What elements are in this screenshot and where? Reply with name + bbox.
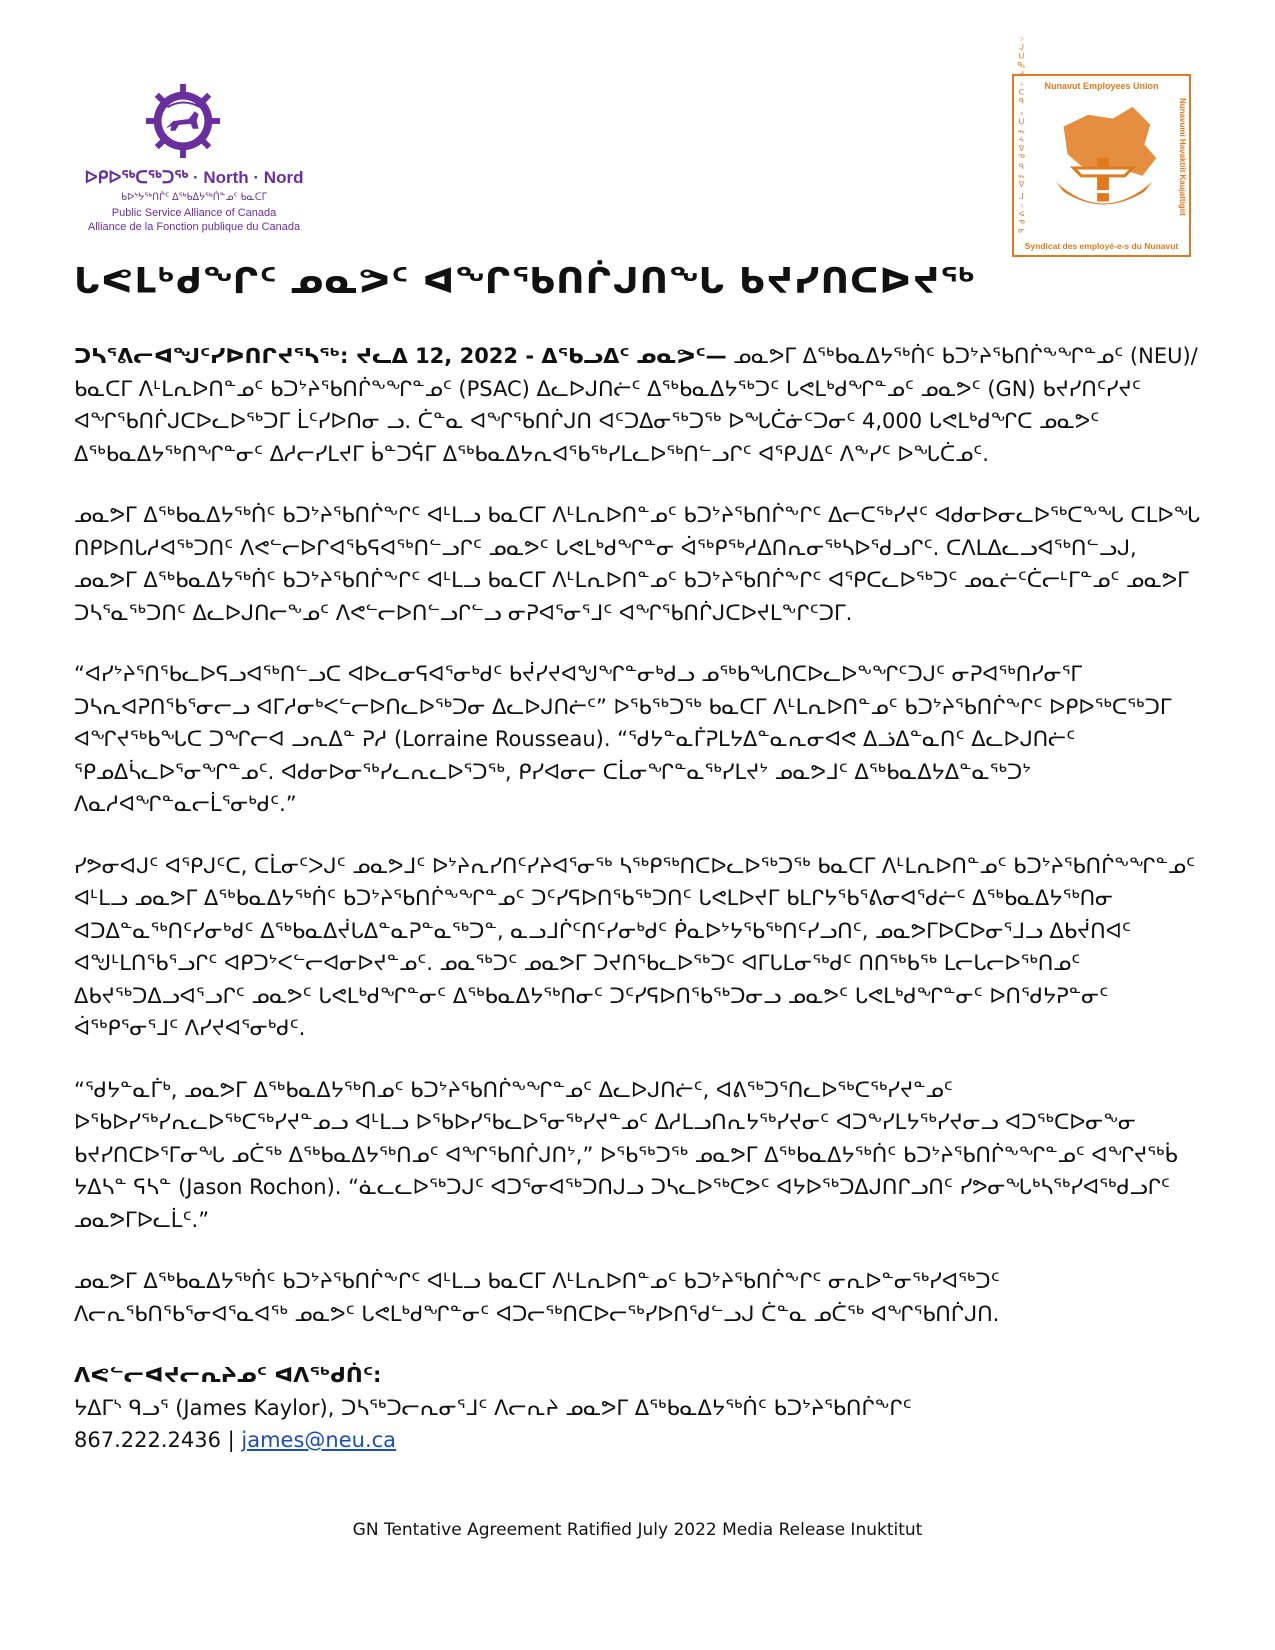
paragraph-2: ᓄᓇᕗᒥ ᐃᖅᑲᓇᐃᔭᖅᑏᑦ ᑲᑐᔾᔨᖃᑎᒌᖕᒋᑦ ᐊᒻᒪᓗ ᑲᓇᑕᒥ ᐱᒻᒪᕆᐅᑎᓐᓄᑦ ᑲᑐᔾᔨᖃᑎᒌᖕᒋᑦ ᐃᓕᑕᖅᓯᔪᑦ ᐊᑯᓂᐅᓂᓚᐅᖅᑕᖕᖓ ᑕᒪᐅᖓ ᑎᑭᐅᑎᒐᓱᐊᖅᑐᑎᑦ ᐱᕙᓪᓕᐅᒋᐊᖃᕋᐊᖅᑎᓪᓗᒋᑦ ᓄᓇᕗᑦ ᒐᕙᒪᒃᑯᖏᓐᓂ ᐋᖅᑭᖅᓱᐃᑎᕆᓂᖅᓴᐅᕐᑯᓗᒋᑦ. ᑕᐱᒪᐃᓚᓗᐊᖅᑎᓪᓗᒍ, ᓄᓇᕗᒥ ᐃᖅᑲᓇᐃᔭᖅᑏᑦ ᑲᑐᔾᔨᖃᑎᒌᖕᒋᑦ ᐊᒻᒪᓗ ᑲᓇᑕᒥ ᐱᒻᒪᕆᐅᑎᓐᓄᑦ ᑲᑐᔾᔨᖃᑎᒌᖕᒋᑦ ᐊᕿᑕᓚᐅᖅᑐᑦ ᓄᓇᓖᑦᑖᓕᒻᒥᓐᓄᑦ ᓄᓇᕗᒥ ᑐᓴᕐᓇᖅᑐᑎᑦ ᐃᓚᐅᒍᑎᓕᖕᓄᑦ ᐱᕙᓪᓕᐅᑎᓪᓗᒋᓪᓗ ᓂᕈᐊᕐᓂᕐᒧᑦ ᐊᖏᖃᑎᒌᒍᑕᐅᔪᒪᖕᒋᑦᑐᒥ.: [74, 503, 1201, 625]
psac-french-name: Alliance de la Fonction publique du Canada: [87, 221, 301, 233]
psac-north-logo: [84, 82, 304, 240]
dateline: ᑐᓴᕐᕕᓕᐊᖑᑦᓯᐅᑎᒋᔪᕐᓴᖅ: ᔪᓚᐃ 12, 2022 - ᐃᖃᓗᐃᑦ ᓄᓇᕗᑦ—: [74, 344, 727, 368]
paragraph-3: “ᐊᓯᔾᔨᕐᑎᖃᓚᐅᕋᓗᐊᖅᑎᓪᓗᑕ ᐊᐅᓚᓂᕋᐊᕐᓂᒃᑯᑦ ᑲᔫᓯᔪᐊᖑᖏᓐᓂᒃᑯᓗ ᓄᖅᑲᖓᑎᑕᐅᓚᐅᖕᖏᑦᑐᒍᑦ ᓂᕈᐊᖅᑎᓯᓂᕐᒥ ᑐᓴᕆᐊᕈᑎᖃᕐᓂᓕᓗ ᐊᒥᓱᓂᒃᐸᓪᓕᐅᑎᓚᐅᖅᑐᓂ ᐃᓚᐅᒍᑎᓖᑦ” ᐅᖃᖅᑐᖅ ᑲᓇᑕᒥ ᐱᒻᒪᕆᐅᑎᓐᓄᑦ ᑲᑐᔾᔨᖃᑎᒌᖕᒋᑦ ᐅᑭᐅᖅᑕᖅᑐᒥ ᐊᖏᔪᖅᑲᖓᑕ ᑐᖏᓕᐊ ᓗᕆᐃᓐ ᕈᓱ (Lorraine Rousseau). “ᖁᔭᓐᓇᒦᕈᒪᔭᐃᓐᓇᕆᓂᐊᕙ ᐃᓘᐃᓐᓇᑎᑦ ᐃᓚᐅᒍᑎᓖᑦ ᕿᓄᐃᓵᓚᐅᕐᓂᖏᓐᓄᑦ. ᐊᑯᓂᐅᓂᖅᓯᓚᕆᓚᐅᕐᑐᖅ, ᑭᓯᐊᓂᓕ ᑕᒫᓂᖏᓐᓇᖅᓯᒪᔪᔾ ᓄᓇᕗᒧᑦ ᐃᖅᑲᓇᐃᔭᐃᓐᓇᖅᑐᔾ ᐱᓇᓱᐊᖏᓐᓇᓕᒫᕐᓂᒃᑯᑦ.”: [74, 662, 1172, 816]
neu-english-name: Nunavut Employees Union: [1044, 81, 1159, 91]
neu-logo-icon: [1034, 96, 1172, 236]
media-contact-name: ᔭᐃᒥᔅ ᑫᓗᕐ (James Kaylor), ᑐᓴᖅᑐᓕᕆᓂᕐᒧᑦ ᐱᓕᕆᔨ ᓄᓇᕗᒥ ᐃᖅᑲᓇᐃᔭᖅᑏᑦ ᑲᑐᔾᔨᖃᑎᒌᖕᒋᑦ: [74, 1395, 912, 1420]
psac-syllabic-name: ᑲᐅᔾᔭᖅᑎᒌᑦ ᐃᖅᑲᐃᔭᖅᑏᓐᓄᑦ ᑲᓇᑕᒥ: [121, 192, 267, 203]
psac-north-name: ᐅᑭᐅᖅᑕᖅᑐᖅ · North · Nord: [84, 168, 304, 187]
page-title: ᒐᕙᒪᒃᑯᖏᑦ ᓄᓇᕗᑦ ᐊᖏᖃᑎᒌᒍᑎᖓ ᑲᔪᓯᑎᑕᐅᔪᖅ: [74, 262, 977, 302]
contact-phone: 867.222.2436 |: [74, 1428, 242, 1452]
paragraph-5: “ᖁᔭᓐᓇᒦᒃ, ᓄᓇᕗᒥ ᐃᖅᑲᓇᐃᔭᖅᑎᓄᑦ ᑲᑐᔾᔨᖃᑎᒌᖕᖏᓐᓄᑦ ᐃᓚᐅᒍᑎᓖᑦ, ᐊᕕᖅᑐᕐᑎᓚᐅᖅᑕᖅᓯᔪᓐᓄᑦ ᐅᖃᐅᓯᖅᓯᕆᓚᐅᖅᑕᖅᓯᔪᓐᓄᓗ ᐊᒻᒪᓗ ᐅᖃᐅᓯᖃᓚᐅᕐᓂᖅᓯᔪᓐᓄᑦ ᐃᓱᒪᓗᑎᕆᔭᖅᓯᔪᓂᑦ ᐊᑐᖕᓯᒪᔭᖅᓯᔪᓂᓗ ᐊᑐᖅᑕᐅᓂᖕᓂ ᑲᔪᓯᑎᑕᐅᕐᒥᓂᖓ ᓄᑖᖅ ᐃᖅᑲᓇᐃᔭᖅᑎᓄᑦ ᐊᖏᖃᑎᒌᒍᑎᔾ,” ᐅᖃᖅᑐᖅ ᓄᓇᕗᒥ ᐃᖅᑲᓇᐃᔭᖅᑏᑦ ᑲᑐᔾᔨᖃᑎᒌᖕᖏᓐᓄᑦ ᐊᖏᔪᖅᑳ ᔭᐃᓴᓐ ᕋᓴᓐ (Jason Rochon). “ᓈᓚᓚᐅᖅᑐᒍᑦ ᐊᑐᕐᓂᐊᖅᑐᑎᒍᓗ ᑐᓴᓚᐅᖅᑕᕗᑦ ᐊᔭᐅᖅᑐᐃᒍᑎᒋᓗᑎᑦ ᓯᕗᓂᖓᒃᓴᖅᓯᐊᖅᑯᓗᒋᑦ ᓄᓇᕗᒥᐅᓚᒫᑦ.”: [74, 1077, 1178, 1232]
page-footer: GN Tentative Agreement Ratified July 2022 Media Release Inuktitut: [352, 1520, 923, 1540]
paragraph-6: ᓄᓇᕗᒥ ᐃᖅᑲᓇᐃᔭᖅᑏᑦ ᑲᑐᔾᔨᖃᑎᒌᖕᒋᑦ ᐊᒻᒪᓗ ᑲᓇᑕᒥ ᐱᒻᒪᕆᐅᑎᓐᓄᑦ ᑲᑐᔾᔨᖃᑎᒌᖕᒋᑦ ᓂᕆᐅᓐᓂᖅᓯᐊᖅᑐᑦ ᐱᓕᕆᖃᑎᖃᕐᓂᐊᕐᓇᐊᖅ ᓄᓇᕗᑦ ᒐᕙᒪᒃᑯᖏᓐᓂᑦ ᐊᑐᓕᖅᑎᑕᐅᓕᖅᓯᐅᑎᖁᓪᓗᒍ ᑖᓐᓇ ᓄᑖᖅ ᐊᖏᖃᑎᒌᒍᑎ.: [74, 1269, 1000, 1326]
psac-logo-icon: [144, 82, 222, 160]
media-contact-details: [74, 1424, 1204, 1457]
paragraph-1-text: ᓄᓇᕗᒥ ᐃᖅᑲᓇᐃᔭᖅᑏᑦ ᑲᑐᔾᔨᖃᑎᒌᖕᖏᓐᓄᑦ (NEU)/ᑲᓇᑕᒥ ᐱᒻᒪᕆᐅᑎᓐᓄᑦ ᑲᑐᔾᔨᖃᑎᒌᖕᖏᓐᓄᑦ (PSAC) ᐃᓚᐅᒍᑎᓖᑦ ᐃᖅᑲᓇᐃᔭᖅᑐᑦ ᒐᕙᒪᒃᑯᖏᓐᓄᑦ ᓄᓇᕗᑦ (GN) ᑲᔪᓯᑎᑦᓯᔪᑦ ᐊᖏᖃᑎᒌᒍᑕᐅᓚᐅᖅᑐᒥ ᒫᑦᓯᐅᑎᓂ ᓗ. ᑖᓐᓇ ᐊᖏᖃᑎᒌᒍᑎ ᐊᑦᑐᐃᓂᖅᑐᖅ ᐅᖓᑖᓃᑦᑐᓂᑦ 4,000 ᒐᕙᒪᒃᑯᖏᑕ ᓄᓇᕗᑦ ᐃᖅᑲᓇᐃᔭᖅᑎᖏᓐᓂᑦ ᐃᓱᓕᓯᒪᔪᒥ ᑳᓐᑐᕌᒥ ᐃᖅᑲᓇᐃᔭᕆᐊᖃᖅᓯᒪᓚᐅᖅᑎᓪᓗᒋᑦ ᐊᕿᒍᐃᑦ ᐱᖕᓯᑦ ᐅᖓᑖᓄᑦ.: [74, 344, 1198, 466]
paragraph-1: [74, 340, 1204, 470]
neu-logo: [1012, 32, 1191, 257]
neu-inuinnaqtun-name: Nunavumi Havaktiit Kaujattigiit: [1178, 98, 1187, 216]
contact-email-link[interactable]: james@neu.ca: [241, 1428, 397, 1452]
paragraph-4: ᓯᕗᓂᐊᒍᑦ ᐊᕿᒍᑦᑕ, ᑕᒫᓂᑦᐳᒍᑦ ᓄᓇᕗᒧᑦ ᐅᔾᔨᕆᓯᑎᑦᓯᔨᐊᕐᓂᖅ ᓴᖅᑭᖅᑎᑕᐅᓚᐅᖅᑐᖅ ᑲᓇᑕᒥ ᐱᒻᒪᕆᐅᑎᓐᓄᑦ ᑲᑐᔾᔨᖃᑎᒌᖕᖏᓐᓄᑦ ᐊᒻᒪᓗ ᓄᓇᕗᒥ ᐃᖅᑲᓇᐃᔭᖅᑏᑦ ᑲᑐᔾᔨᖃᑎᒌᖕᖏᓐᓄᑦ ᑐᑦᓯᕋᐅᑎᖃᖅᑐᑎᑦ ᒐᕙᒪᐅᔪᒥ ᑲᒪᒋᔭᖃᕐᕕᓂᐊᕐᑯᓖᑦ ᐃᖅᑲᓇᐃᔭᖅᑎᓂ ᐊᑐᐃᓐᓇᖅᑎᑦᓯᓂᒃᑯᑦ ᐃᖅᑲᓇᐃᔫᒐᐃᓐᓇᕈᓐᓇᖅᑐᓐ, ᓇᓗᒧᒌᑦᑎᑦᓯᓂᒃᑯᑦ ᑮᓇᐅᔾᔭᖃᖅᑎᑦᓯᓗᑎᑦ, ᓄᓇᕗᒥᐅᑕᐅᓂᕐᒧᓗ ᐃᑲᔫᑎᐊᑦ ᐊᖑᒻᒪᑎᖃᕐᓗᒋᑦ ᐊᑭᑐᔾᐸᓪᓕᐊᓂᐅᔪᓐᓄᑦ. ᓄᓇᖅᑐᑦ ᓄᓇᕗᒥ ᑐᔪᑎᖃᓚᐅᖅᑐᑦ ᐊᒥᒐᒪᓂᖅᑯᑦ ᑎᑎᖅᑲᖅ ᒪᓕᒐᓕᐅᖅᑎᓄᑦ ᐃᑲᔪᖅᑐᐃᓗᐊᕐᓗᒋᑦ ᓄᓇᕗᑦ ᒐᕙᒪᒃᑯᖏᓐᓂᑦ ᐃᖅᑲᓇᐃᔭᖅᑎᓂᑦ ᑐᑦᓯᕋᐅᑎᖃᖅᑐᓂᓗ ᓄᓇᕗᑦ ᒐᕙᒪᒃᑯᖏᓐᓂᑦ ᐅᑎᖁᔭᕈᓐᓂᑦ ᐋᖅᑭᕐᓂᕐᒧᑦ ᐱᓯᔪᐊᕐᓂᒃᑯᑦ.: [74, 853, 1195, 1040]
release-body: [74, 340, 1204, 1457]
psac-english-name: Public Service Alliance of Canada: [111, 207, 277, 219]
neu-french-name: Syndicat des employé-e-s du Nunavut: [1024, 241, 1179, 251]
media-contact-heading: ᐱᕙᓪᓕᐊᔪᓕᕆᔨᓄᑦ ᐊᐱᖅᑯᑏᑦ:: [74, 1363, 382, 1387]
neu-syllabic-name: ᓄᓇᕗᒻᒥ ᐃᖅᑲᓇᐃᔭᖅᑏᑦ ᑲᑐᔾᔨᖃᑎᒌᑦ: [1017, 32, 1026, 236]
